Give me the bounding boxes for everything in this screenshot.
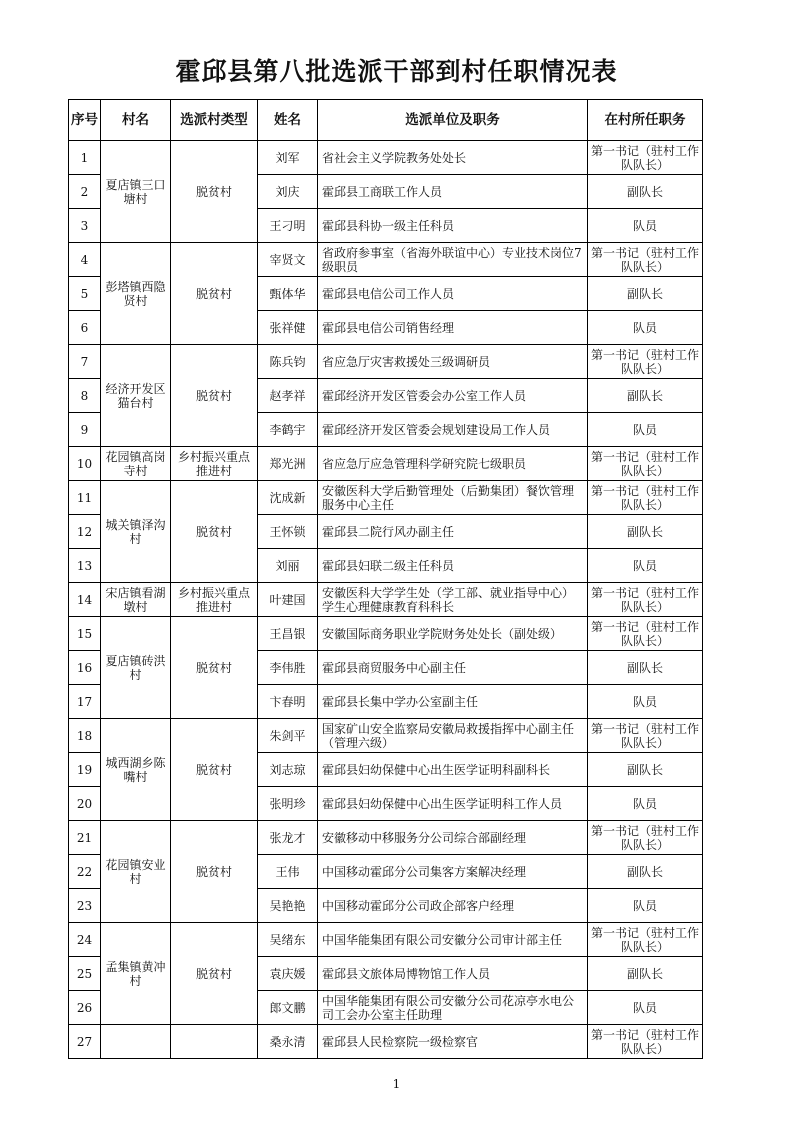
- unit-cell: 霍邱县人民检察院一级检察官: [318, 1025, 588, 1059]
- village-cell: 花园镇安业村: [101, 821, 171, 923]
- person-name: 叶建国: [258, 583, 318, 617]
- row-no: 25: [69, 957, 101, 991]
- person-name: 张祥健: [258, 311, 318, 345]
- person-name: 赵孝祥: [258, 379, 318, 413]
- unit-cell: 霍邱县电信公司销售经理: [318, 311, 588, 345]
- row-no: 14: [69, 583, 101, 617]
- person-name: 沈成新: [258, 481, 318, 515]
- person-name: 刘庆: [258, 175, 318, 209]
- unit-cell: 安徽医科大学学生处（学工部、就业指导中心）学生心理健康教育科科长: [318, 583, 588, 617]
- type-cell: 脱贫村: [171, 821, 258, 923]
- unit-cell: 中国华能集团有限公司安徽分公司审计部主任: [318, 923, 588, 957]
- row-no: 20: [69, 787, 101, 821]
- village-cell: 夏店镇砖洪村: [101, 617, 171, 719]
- unit-cell: 中国华能集团有限公司安徽分公司花凉亭水电公司工会办公室主任助理: [318, 991, 588, 1025]
- row-no: 11: [69, 481, 101, 515]
- role-cell: 第一书记（驻村工作队队长）: [588, 1025, 703, 1059]
- role-cell: 第一书记（驻村工作队队长）: [588, 617, 703, 651]
- type-cell: [171, 1025, 258, 1059]
- person-name: 郎文鹏: [258, 991, 318, 1025]
- role-cell: 副队长: [588, 855, 703, 889]
- header-village: 村名: [101, 100, 171, 141]
- type-cell: 脱贫村: [171, 481, 258, 583]
- person-name: 王伟: [258, 855, 318, 889]
- unit-cell: 霍邱县工商联工作人员: [318, 175, 588, 209]
- table-row: [69, 141, 703, 175]
- row-no: 7: [69, 345, 101, 379]
- role-cell: 第一书记（驻村工作队队长）: [588, 719, 703, 753]
- unit-cell: 霍邱县妇幼保健中心出生医学证明科副科长: [318, 753, 588, 787]
- unit-cell: 霍邱经济开发区管委会规划建设局工作人员: [318, 413, 588, 447]
- table-row: [69, 617, 703, 651]
- role-cell: 第一书记（驻村工作队队长）: [588, 821, 703, 855]
- person-name: 刘丽: [258, 549, 318, 583]
- type-cell: 脱贫村: [171, 141, 258, 243]
- type-cell: 脱贫村: [171, 617, 258, 719]
- role-cell: 副队长: [588, 753, 703, 787]
- person-name: 王刁明: [258, 209, 318, 243]
- person-name: 吴绪东: [258, 923, 318, 957]
- role-cell: 副队长: [588, 175, 703, 209]
- role-cell: 第一书记（驻村工作队队长）: [588, 481, 703, 515]
- role-cell: 副队长: [588, 277, 703, 311]
- row-no: 10: [69, 447, 101, 481]
- role-cell: 队员: [588, 991, 703, 1025]
- unit-cell: 国家矿山安全监察局安徽局救援指挥中心副主任（管理六级）: [318, 719, 588, 753]
- person-name: 王昌银: [258, 617, 318, 651]
- row-no: 18: [69, 719, 101, 753]
- role-cell: 第一书记（驻村工作队队长）: [588, 447, 703, 481]
- row-no: 27: [69, 1025, 101, 1059]
- role-cell: 副队长: [588, 379, 703, 413]
- person-name: 张龙才: [258, 821, 318, 855]
- row-no: 23: [69, 889, 101, 923]
- person-name: 刘军: [258, 141, 318, 175]
- role-cell: 副队长: [588, 651, 703, 685]
- person-name: 袁庆媛: [258, 957, 318, 991]
- table-row: [69, 583, 703, 617]
- unit-cell: 中国移动霍邱分公司集客方案解决经理: [318, 855, 588, 889]
- unit-cell: 霍邱县二院行风办副主任: [318, 515, 588, 549]
- table-header-row: [69, 100, 703, 141]
- person-name: 张明珍: [258, 787, 318, 821]
- table-row: [69, 719, 703, 753]
- village-cell: 孟集镇黄冲村: [101, 923, 171, 1025]
- row-no: 3: [69, 209, 101, 243]
- role-cell: 第一书记（驻村工作队队长）: [588, 923, 703, 957]
- type-cell: 脱贫村: [171, 719, 258, 821]
- role-cell: 队员: [588, 787, 703, 821]
- village-cell: 宋店镇看湖墩村: [101, 583, 171, 617]
- row-no: 15: [69, 617, 101, 651]
- role-cell: 队员: [588, 549, 703, 583]
- header-name: 姓名: [258, 100, 318, 141]
- unit-cell: 省社会主义学院教务处处长: [318, 141, 588, 175]
- role-cell: 第一书记（驻村工作队队长）: [588, 141, 703, 175]
- person-name: 王怀锁: [258, 515, 318, 549]
- cadre-table: [68, 99, 703, 1059]
- row-no: 13: [69, 549, 101, 583]
- table-row: [69, 481, 703, 515]
- role-cell: 副队长: [588, 957, 703, 991]
- person-name: 卞春明: [258, 685, 318, 719]
- village-cell: 花园镇高岗寺村: [101, 447, 171, 481]
- unit-cell: 霍邱县妇联二级主任科员: [318, 549, 588, 583]
- table-row: [69, 923, 703, 957]
- type-cell: 乡村振兴重点推进村: [171, 583, 258, 617]
- table-row: [69, 345, 703, 379]
- unit-cell: 霍邱县科协一级主任科员: [318, 209, 588, 243]
- village-cell: 城关镇泽沟村: [101, 481, 171, 583]
- type-cell: 脱贫村: [171, 345, 258, 447]
- village-cell: [101, 1025, 171, 1059]
- table-row: [69, 447, 703, 481]
- row-no: 24: [69, 923, 101, 957]
- table-row: [69, 821, 703, 855]
- role-cell: 队员: [588, 311, 703, 345]
- role-cell: 队员: [588, 413, 703, 447]
- row-no: 17: [69, 685, 101, 719]
- person-name: 李伟胜: [258, 651, 318, 685]
- role-cell: 队员: [588, 209, 703, 243]
- role-cell: 队员: [588, 889, 703, 923]
- header-type: 选派村类型: [171, 100, 258, 141]
- unit-cell: 安徽医科大学后勤管理处（后勤集团）餐饮管理服务中心主任: [318, 481, 588, 515]
- role-cell: 副队长: [588, 515, 703, 549]
- type-cell: 脱贫村: [171, 923, 258, 1025]
- role-cell: 队员: [588, 685, 703, 719]
- village-cell: 彭塔镇西隐贤村: [101, 243, 171, 345]
- role-cell: 第一书记（驻村工作队队长）: [588, 243, 703, 277]
- role-cell: 第一书记（驻村工作队队长）: [588, 345, 703, 379]
- unit-cell: 霍邱县妇幼保健中心出生医学证明科工作人员: [318, 787, 588, 821]
- role-cell: 第一书记（驻村工作队队长）: [588, 583, 703, 617]
- person-name: 桑永清: [258, 1025, 318, 1059]
- table-row: [69, 1025, 703, 1059]
- header-no: 序号: [69, 100, 101, 141]
- row-no: 9: [69, 413, 101, 447]
- unit-cell: 省应急厅应急管理科学研究院七级职员: [318, 447, 588, 481]
- unit-cell: 霍邱县商贸服务中心副主任: [318, 651, 588, 685]
- row-no: 12: [69, 515, 101, 549]
- row-no: 1: [69, 141, 101, 175]
- page-number: 1: [392, 1077, 401, 1091]
- person-name: 刘志琼: [258, 753, 318, 787]
- row-no: 16: [69, 651, 101, 685]
- type-cell: 乡村振兴重点推进村: [171, 447, 258, 481]
- village-cell: 经济开发区猫台村: [101, 345, 171, 447]
- unit-cell: 霍邱经济开发区管委会办公室工作人员: [318, 379, 588, 413]
- row-no: 19: [69, 753, 101, 787]
- person-name: 朱剑平: [258, 719, 318, 753]
- type-cell: 脱贫村: [171, 243, 258, 345]
- person-name: 郑光洲: [258, 447, 318, 481]
- row-no: 4: [69, 243, 101, 277]
- village-cell: 夏店镇三口塘村: [101, 141, 171, 243]
- header-role: 在村所任职务: [588, 100, 703, 141]
- row-no: 2: [69, 175, 101, 209]
- unit-cell: 安徽国际商务职业学院财务处处长（副处级）: [318, 617, 588, 651]
- row-no: 21: [69, 821, 101, 855]
- unit-cell: 霍邱县长集中学办公室副主任: [318, 685, 588, 719]
- unit-cell: 中国移动霍邱分公司政企部客户经理: [318, 889, 588, 923]
- row-no: 5: [69, 277, 101, 311]
- header-unit: 选派单位及职务: [318, 100, 588, 141]
- unit-cell: 省应急厅灾害救援处三级调研员: [318, 345, 588, 379]
- person-name: 宰贤文: [258, 243, 318, 277]
- unit-cell: 省政府参事室（省海外联谊中心）专业技术岗位7级职员: [318, 243, 588, 277]
- person-name: 李鹤宇: [258, 413, 318, 447]
- person-name: 吴艳艳: [258, 889, 318, 923]
- person-name: 陈兵钧: [258, 345, 318, 379]
- unit-cell: 霍邱县电信公司工作人员: [318, 277, 588, 311]
- row-no: 6: [69, 311, 101, 345]
- row-no: 8: [69, 379, 101, 413]
- table-row: [69, 243, 703, 277]
- unit-cell: 安徽移动中移服务分公司综合部副经理: [318, 821, 588, 855]
- unit-cell: 霍邱县文旅体局博物馆工作人员: [318, 957, 588, 991]
- row-no: 26: [69, 991, 101, 1025]
- page-title: 霍邱县第八批选派干部到村任职情况表: [175, 57, 618, 86]
- person-name: 甄体华: [258, 277, 318, 311]
- row-no: 22: [69, 855, 101, 889]
- village-cell: 城西湖乡陈嘴村: [101, 719, 171, 821]
